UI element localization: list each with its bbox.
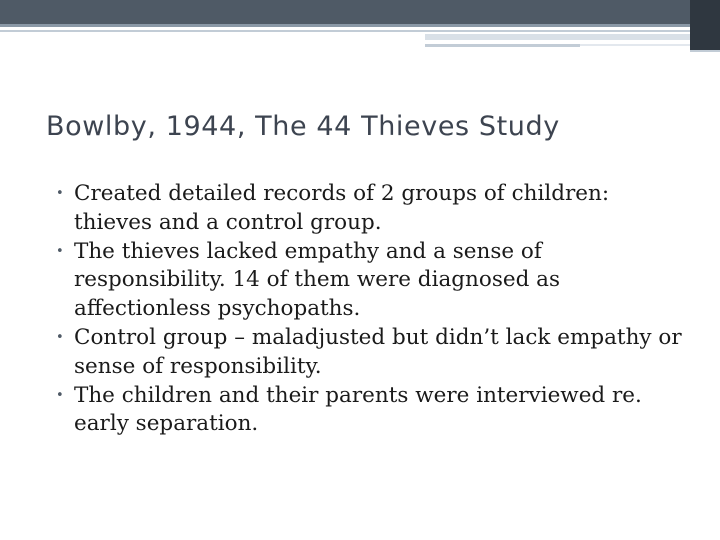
header-stripe bbox=[580, 44, 690, 46]
bullet-item bbox=[56, 180, 686, 238]
bullet-icon: • bbox=[56, 387, 64, 403]
bullet-icon: • bbox=[56, 186, 64, 201]
header-stripe bbox=[425, 44, 580, 47]
header-stripe bbox=[0, 24, 690, 27]
bullet-list bbox=[56, 180, 686, 439]
bullet-text: The thieves lacked empathy and a sense of responsibility. 14 of them were diagnosed as affectionless psychopaths. bbox=[74, 238, 561, 322]
bullet-item bbox=[56, 382, 686, 440]
bullet-icon: • bbox=[56, 243, 64, 259]
bullet-text: Control group – maladjusted but didn’t lack empathy or sense of responsibility. bbox=[74, 324, 682, 379]
bullet-text: Created detailed records of 2 groups of children: thieves and a control group. bbox=[74, 181, 610, 235]
header-stripe bbox=[690, 50, 720, 52]
header-stripe bbox=[425, 34, 690, 40]
header-corner-block bbox=[690, 0, 720, 50]
bullet-item bbox=[56, 324, 686, 382]
bullet-text: The children and their parents were interviewed re. early separation. bbox=[74, 382, 642, 437]
bullet-item bbox=[56, 238, 686, 324]
bullet-icon: • bbox=[56, 329, 64, 345]
header-stripe bbox=[0, 30, 690, 32]
slide-title: Bowlby, 1944, The 44 Thieves Study bbox=[46, 111, 560, 142]
header-band bbox=[0, 0, 720, 24]
